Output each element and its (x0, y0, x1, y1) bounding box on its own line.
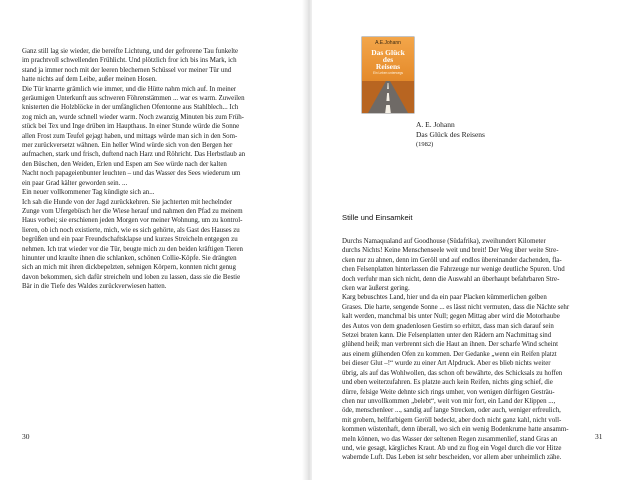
page-number-right: 31 (595, 432, 603, 441)
text-line: stand ja immer noch mit der leeren blechernen Schüssel vor meiner Tür und (22, 66, 232, 74)
text-line: Nacht noch papageienbunter leuchten – und das Wasser des Sees wiederum um (22, 170, 241, 178)
cover-title-line: des (382, 55, 394, 64)
text-line: nehmen. Ich trat wieder vor die Tür, beugte mich zu den beiden kräftigen Tieren (22, 245, 243, 253)
text-line: Ganz still lag sie wieder, die bereifte Lichtung, und der gefrorene Tau funkelte (22, 48, 239, 55)
page-number-left: 30 (22, 432, 30, 441)
text-line: Die Tür knarrte grämlich wie immer, und die Hütte nahm mich auf. In meiner (22, 85, 237, 93)
text-line: Setzei braten kann. Die Felsenplatten unter den Rädern am Nachmittag sind (342, 332, 552, 340)
text-line: und eben weiterzufahren. Es platzte auch kein Reifen, nichts ging schief, die (342, 379, 553, 387)
text-line: begrüßen und ein paar Freundschaftsklapse und kurzes Streicheln entgegen zu (22, 236, 238, 244)
text-line: ein paar Grad kälter geworden sein. ... (22, 179, 128, 187)
text-line: des Autos von dem gnadenlosen Gestirn so erhitzt, dass man sich darauf sein (342, 322, 554, 330)
text-line: chen Felsenplatten hinterlassen die Fahrzeuge nur wenige deutliche Spuren. Und (342, 266, 565, 274)
text-line: übrig, als auf das Wohlwollen, das schon oft bewährte, des Schicksals zu hoffen (342, 369, 563, 377)
text-line: Durchs Namaqualand auf Goodhouse (Südafrika), zweihundert Kilometer (342, 238, 546, 245)
text-line: dürre, felsige Weite dehnte sich rings umher, von wenigen dürftigen Gesträu- (342, 388, 555, 396)
cover-subtitle: Ein Leben unterwegs (373, 71, 403, 75)
text-line: davon bekommen, sich dafür streicheln und loben zu lassen, dass sie die Bestie (22, 273, 241, 281)
text-line: Karg bebuschtes Land, hier und da ein paar Placken kümmerlichen gelben (342, 294, 547, 302)
book-info (416, 120, 485, 150)
text-line: öde, menschenleer ..., sandig auf lange Strecken, oder auch, weniger erfreulich, (342, 407, 561, 415)
right-page (312, 0, 619, 480)
left-page-body (22, 47, 287, 292)
text-line: Haus vorbei; sie erschienen jeden Morgen vor meiner Wohnung, um zu kontrol- (22, 217, 243, 225)
text-line: geräumigen Unterkunft aus schweren Föhrenstämmen ... war es warm. Zuweilen (22, 95, 245, 103)
text-line: durchs Nichts! Keine Menschenseele weit und breit! Der Weg über weite Stre- (342, 247, 559, 255)
text-line: und, wie gesagt, kärgliches Kraut. Ab und zu flog ein Vogel durch die vor Hitze (342, 444, 562, 452)
text-line: cken nur zu ahnen, denn im Geröll und auf endlos übereinander dachenden, fla- (342, 256, 562, 264)
text-line: aufmachen, stark und frisch, duftend nach Harz und Röhricht. Das Herbstlaub an (22, 151, 246, 159)
text-line: den Büschen, den Weiden, Erlen und Espen am See würde nach der kalten (22, 160, 227, 168)
text-line: hinunter und kraulte ihnen die schlanken, schönen Collie-Köpfe. Sie drängten (22, 254, 237, 262)
cover-title (362, 49, 414, 70)
road-illustration (362, 81, 414, 113)
section-title: Stille und Einsamkeit (342, 213, 413, 222)
text-line: mit grobem, hellfarbigem Geröll bedeckt, aber doch nicht ganz kahl, nicht voll- (342, 416, 562, 424)
book-cover-image (362, 37, 414, 113)
cover-title-line: Reisens (375, 62, 401, 71)
text-line: kalt werden, manchmal bis unter Null; gegen Mittag aber wird die Motorhaube (342, 313, 560, 321)
text-line: aus einem glühenden Ofen zu kommen. Der Gedanke „wenn ein Reifen platzt (342, 350, 557, 358)
text-line: Zunge vom Ufergebüsch her die Wiese herauf und nahmen den Pfad zu meinem (22, 207, 243, 215)
text-line: lieren, ob ich noch existierte, mich, wie es sich gehörte, als Gast des Hauses zu (22, 226, 240, 234)
book-year: (1982) (416, 141, 434, 148)
cover-title-line: Das Glück (371, 48, 405, 57)
text-line: cken war äußerst gering. (342, 285, 410, 293)
text-line: im prachtvoll schwellenden Frühlicht. Und plötzlich fror ich bis ins Mark, ich (22, 57, 237, 65)
cover-author: A.E.Johann (375, 40, 401, 46)
text-line: kommen wüstenhaft, denn überall, wo sich ein wenig Bodenkrume hatte ansamm- (342, 426, 569, 434)
text-line: mer zurückversetzt wähnen. Ein heller Wind würde sich von den Bergen her (22, 142, 233, 150)
text-line: doch verfuhr man sich nicht, denn die Auswahl an überhaupt befahrbaren Stre- (342, 275, 560, 283)
text-line: Grases. Die harte, sengende Sonne ... es lässt nicht vermuten, dass die Nächte sehr (342, 303, 570, 311)
text-line: chen nur unvollkommen „belebt“, weit von mir fort, ein Land der Klippen ..., (342, 397, 556, 405)
text-line: stück bei Tex und Inge drüben im Haupthaus. In einer Stunde würde die Sonne (22, 123, 240, 131)
text-line: hatte nichts auf dem Leibe, außer meinen Hosen. (22, 76, 157, 84)
left-page (0, 0, 306, 480)
text-line: zog mich an, wurde schnell wieder warm. Noch zwanzig Minuten bis zum Früh- (22, 113, 244, 121)
text-line: wabernde Luft. Das Leben ist sehr bescheiden, vor allem aber unheimlich zähe. (342, 454, 562, 462)
text-line: meln können, wo das Wasser der seltenen Regen zusammenlief, stand Gras an (342, 435, 558, 443)
text-line: bei dieser Glut –!“ wurde zu einer Art Alpdruck. Aber es blieb nichts weiter (342, 360, 551, 368)
text-line: sich an mich mit ihren dickbepelzten, sehnigen Körpern, konnten nicht genug (22, 264, 236, 272)
text-line: Ich sah die Hunde von der Jagd zurückkehren. Sie jachterten mit hechelnder (22, 198, 233, 206)
text-line: knisterten die Holzblöcke in der umfänglichen Ofentonne aus Stahlblech... Ich (22, 104, 239, 112)
book-title: Das Glück des Reisens (416, 130, 485, 139)
text-line: Bär in die Tiefe des Waldes zurückverwiesen hatten. (22, 283, 167, 291)
right-page-body (342, 237, 607, 463)
book-author: A. E. Johann (416, 120, 455, 129)
text-line: Ein neuer vollkommener Tag kündigte sich an... (22, 189, 155, 197)
text-line: glühend heiß; man verbrennt sich die Haut an ihnen. Der scharfe Wind scheint (342, 341, 559, 349)
text-line: allen Frost zum Teufel gejagt haben, und mittags würde man sich in den Som- (22, 132, 238, 140)
